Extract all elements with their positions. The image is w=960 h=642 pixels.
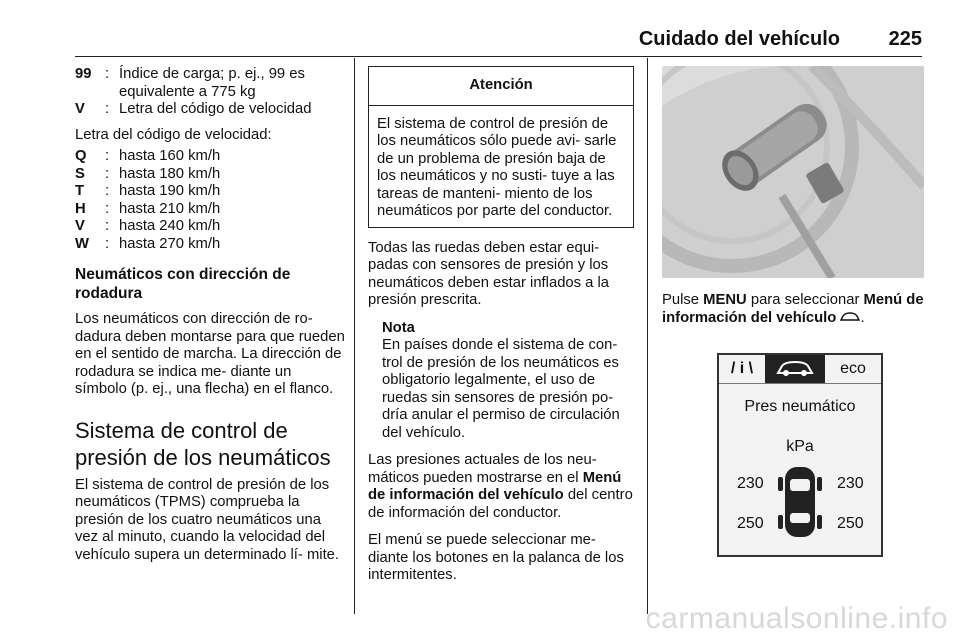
list-item: S : hasta 180 km/h	[75, 165, 221, 182]
tab-vehicle	[765, 355, 825, 383]
car-icon	[840, 312, 860, 322]
code-row-speed-letter: V : Letra del código de velocidad	[75, 101, 345, 119]
page-number: 225	[888, 28, 922, 50]
paragraph-menu-buttons: El menú se puede seleccionar me- diante los botones en la palanca de los intermitentes.	[368, 532, 624, 583]
note-text: En países donde el sistema de con- trol de presión de los neumáticos es obligatorio legalmente, el uso de ruedas sin sensores de presión po- dría anular el permiso de circulación del vehículo.	[382, 337, 620, 441]
pressure-front-left: 230	[737, 475, 764, 492]
tab-eco: eco	[840, 360, 866, 378]
chapter-title: Cuidado del vehículo	[638, 28, 840, 50]
column-2	[368, 66, 634, 595]
code-desc: Índice de carga; p. ej., 99 es equivalente a 775 kg	[119, 66, 305, 100]
watermark: carmanualsonline.info	[645, 602, 948, 635]
list-item: H : hasta 210 km/h	[75, 200, 221, 217]
display-tabs	[719, 355, 881, 384]
attention-title: Atención	[369, 67, 633, 106]
image-caption: Pulse MENU para seleccionar Menú de información del vehículo .	[662, 292, 924, 326]
list-item: Q : hasta 160 km/h	[75, 148, 221, 164]
pressure-rear-left: 250	[737, 515, 764, 532]
attention-box	[368, 66, 634, 228]
pressure-front-right: 230	[837, 475, 864, 492]
column-1	[75, 66, 345, 574]
paragraph-sensors: Todas las ruedas deben estar equi- padas con sensores de presión y los neumáticos deben estar inflados a la presión prescrita.	[368, 239, 610, 308]
car-icon	[775, 360, 815, 378]
tab-warning: / i \	[730, 360, 754, 378]
car-top-view-icon	[777, 465, 823, 539]
display-title: Pres neumático	[744, 398, 856, 415]
menu-name: Menú de información del vehículo	[368, 469, 622, 503]
section-text: El sistema de control de presión de los neumáticos (TPMS) comprueba la presión de los cuatro neumáticos una vez al minuto, cuando la velocidad del vehículo supera un determinado lí- mite.	[75, 476, 340, 563]
code-key: 99	[75, 66, 92, 82]
info-display	[717, 353, 883, 557]
speed-code-list	[75, 148, 345, 253]
code-row-load-index: 99 : Índice de carga; p. ej., 99 es equivalente a 775 kg	[75, 66, 345, 101]
turn-signal-stalk-illustration	[662, 66, 924, 278]
pressure-rear-right: 250	[837, 515, 864, 532]
column-divider-2	[647, 58, 648, 614]
vehicle-info-menu-label: Menú de información del vehículo	[662, 292, 924, 326]
speed-intro: Letra del código de velocidad:	[75, 126, 272, 143]
note-block	[382, 320, 634, 443]
list-item: T : hasta 190 km/h	[75, 183, 221, 199]
column-divider-1	[354, 58, 355, 614]
tyre-pressure-diagram	[719, 465, 881, 545]
direction-heading: Neumáticos con dirección de rodadura	[75, 266, 291, 302]
code-desc: Letra del código de velocidad	[119, 101, 312, 117]
attention-text: El sistema de control de presión de los neumáticos sólo puede avi- sarle de un problema de presión baja de los neumáticos y no susti- tuye a las tareas de manteni- miento de los neumáticos por parte del conductor.	[377, 115, 617, 219]
note-title: Nota	[382, 319, 415, 336]
stalk-photo	[662, 66, 924, 278]
display-unit: kPa	[786, 437, 814, 455]
direction-text: Los neumáticos con dirección de ro- dadura deben montarse para que rueden en el sentido de marcha. La dirección de rodadura se indica me- diante un símbolo (p. ej., una flecha) en el flanco.	[75, 311, 345, 397]
menu-button-label: MENU	[703, 292, 747, 308]
header-rule	[75, 56, 922, 57]
paragraph-pressures: Las presiones actuales de los neu- máticos pueden mostrarse en el Menú de información del vehículo del centro de información del conductor.	[368, 452, 633, 521]
code-key: V	[75, 101, 85, 117]
section-title: Sistema de control de presión de los neumáticos	[75, 417, 331, 470]
column-3	[662, 66, 924, 557]
list-item: W : hasta 270 km/h	[75, 235, 221, 252]
list-item: V : hasta 240 km/h	[75, 218, 221, 234]
